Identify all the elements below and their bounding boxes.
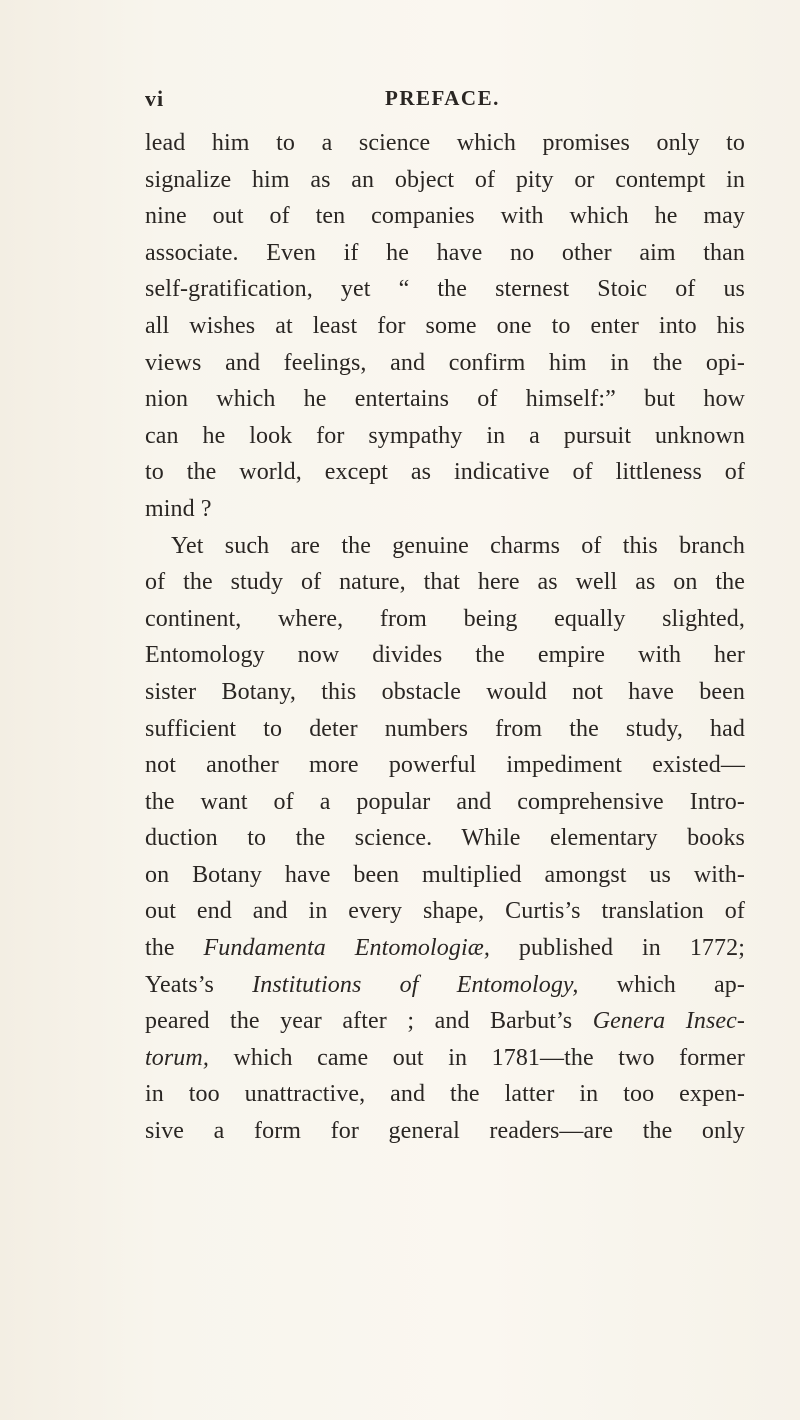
text-line: Entomology now divides the empire with her (145, 642, 745, 669)
text-line: on Botany have been multiplied amongst us with- (145, 861, 745, 888)
text-run: the (145, 935, 204, 962)
body-text (145, 125, 745, 1150)
text-line: all wishes at least for some one to enter into his (145, 312, 745, 339)
page-number: vi (145, 86, 165, 111)
book-title-italic: Genera Insec- (592, 1008, 746, 1035)
text-line: self-gratification, yet “ the sternest Stoic of us (145, 276, 745, 303)
text-run: which came out in 1781—the two former (208, 1044, 745, 1071)
text-run: Yeats’s (145, 971, 253, 998)
text-line: continent, where, from being equally slighted, (145, 605, 745, 632)
text-line: to the world, except as indicative of littleness of (145, 459, 745, 486)
text-line (145, 930, 745, 967)
text-line: nion which he entertains of himself:” but how (145, 386, 745, 413)
text-line: signalize him as an object of pity or contempt in (145, 166, 745, 193)
running-head (145, 86, 745, 116)
text-line: not another more powerful impediment existed— (145, 752, 745, 779)
text-line-paragraph-end: mind ? (145, 495, 212, 522)
text-line: lead him to a science which promises only to (145, 130, 745, 156)
text-line: sister Botany, this obstacle would not have been (145, 678, 745, 705)
text-line: in too unattractive, and the latter in too expen- (145, 1081, 745, 1108)
text-line: sive a form for general readers—are the only (145, 1118, 745, 1145)
text-line (145, 1040, 745, 1077)
text-line: sufficient to deter numbers from the study, had (145, 715, 745, 742)
book-title-italic: Fundamenta Entomologiæ, (203, 935, 490, 962)
running-title: PREFACE. (385, 86, 500, 110)
text-line: views and feelings, and confirm him in the opi- (145, 349, 745, 376)
text-line (145, 967, 745, 1004)
text-line: the want of a popular and comprehensive Intro- (145, 788, 745, 815)
text-line: can he look for sympathy in a pursuit unknown (145, 422, 745, 449)
text-line (145, 1003, 745, 1040)
text-run: published in 1772; (489, 935, 745, 962)
text-line: associate. Even if he have no other aim than (145, 239, 745, 266)
book-title-italic: torum, (145, 1044, 209, 1071)
text-run: which ap- (578, 971, 745, 998)
text-line: of the study of nature, that here as well as on the (145, 569, 745, 596)
text-line: duction to the science. While elementary books (145, 825, 745, 852)
book-title-italic: Institutions of Entomology, (252, 971, 579, 998)
text-run: peared the year after ; and Barbut’s (145, 1008, 593, 1035)
text-line-paragraph-start: Yet such are the genuine charms of this branch (171, 532, 745, 559)
text-line: nine out of ten companies with which he may (145, 203, 745, 230)
text-line: out end and in every shape, Curtis’s translation of (145, 898, 745, 925)
